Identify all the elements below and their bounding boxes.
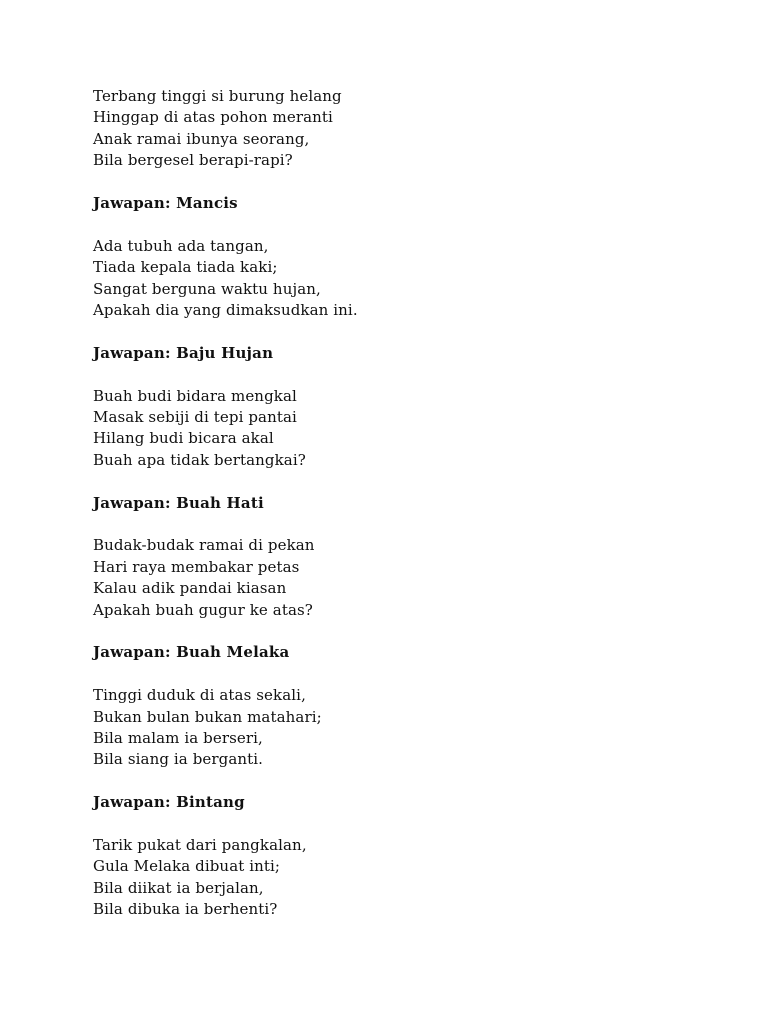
riddle-6 xyxy=(93,835,713,921)
pantun-line: Tarik pukat dari pangkalan, xyxy=(93,836,307,855)
answer-line: Jawapan: Buah Hati xyxy=(93,493,264,512)
riddle-3 xyxy=(93,386,713,536)
pantun-line: Tiada kepala tiada kaki; xyxy=(93,258,278,277)
pantun-line: Hari raya membakar petas xyxy=(93,557,300,576)
pantun-line: Terbang tinggi si burung helang xyxy=(93,87,342,105)
pantun-line: Apakah buah gugur ke atas? xyxy=(93,600,313,619)
pantun-line: Bila malam ia berseri, xyxy=(93,729,263,748)
spacer xyxy=(93,321,713,342)
spacer xyxy=(93,214,713,235)
spacer xyxy=(93,621,713,642)
pantun-line: Gula Melaka dibuat inti; xyxy=(93,857,281,876)
pantun-line: Bila siang ia berganti. xyxy=(93,750,264,769)
pantun-line: Bila dibuka ia berhenti? xyxy=(93,900,278,919)
spacer xyxy=(93,771,713,792)
pantun-line: Tinggi duduk di atas sekali, xyxy=(93,686,306,705)
pantun-line: Bukan bulan bukan matahari; xyxy=(93,707,322,726)
pantun-line: Buah apa tidak bertangkai? xyxy=(93,450,306,469)
riddle-1 xyxy=(93,86,713,236)
pantun-line: Hinggap di atas pohon meranti xyxy=(93,108,333,127)
spacer xyxy=(93,814,713,835)
answer-line: Jawapan: Bintang xyxy=(93,793,245,812)
spacer xyxy=(93,514,713,535)
spacer xyxy=(93,364,713,385)
spacer xyxy=(93,172,713,193)
document-page xyxy=(93,86,713,921)
pantun-line: Apakah dia yang dimaksudkan ini. xyxy=(93,301,358,320)
pantun-line: Bila diikat ia berjalan, xyxy=(93,878,264,897)
pantun-line: Kalau adik pandai kiasan xyxy=(93,579,287,598)
answer-line: Jawapan: Buah Melaka xyxy=(93,643,290,662)
answer-line: Jawapan: Mancis xyxy=(93,194,238,213)
pantun-line: Budak-budak ramai di pekan xyxy=(93,536,315,555)
answer-line: Jawapan: Baju Hujan xyxy=(93,343,274,362)
spacer xyxy=(93,471,713,492)
spacer xyxy=(93,664,713,685)
pantun-line: Hilang budi bicara akal xyxy=(93,429,274,448)
pantun-line: Anak ramai ibunya seorang, xyxy=(93,129,310,148)
pantun-line: Buah budi bidara mengkal xyxy=(93,386,297,405)
riddle-4 xyxy=(93,535,713,685)
pantun-line: Sangat berguna waktu hujan, xyxy=(93,279,321,298)
riddle-2 xyxy=(93,236,713,386)
pantun-line: Masak sebiji di tepi pantai xyxy=(93,408,297,427)
pantun-line: Bila bergesel berapi-rapi? xyxy=(93,151,293,170)
riddle-5 xyxy=(93,685,713,835)
pantun-line: Ada tubuh ada tangan, xyxy=(93,236,269,255)
